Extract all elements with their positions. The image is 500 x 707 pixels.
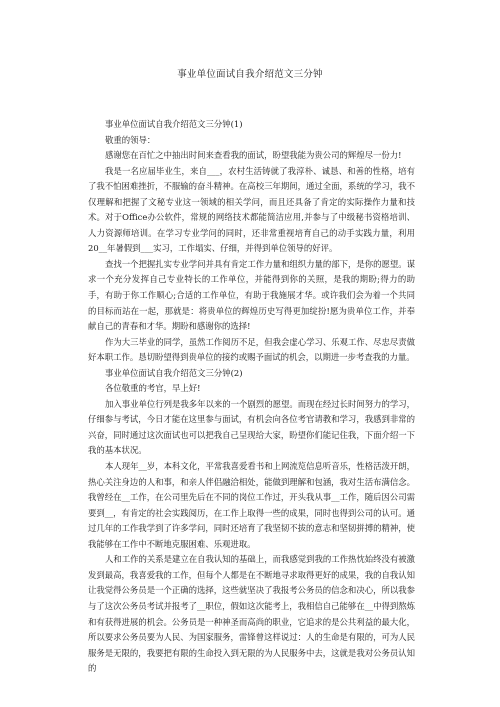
- document-body: [88, 117, 415, 677]
- paragraph-closing: 作为大三毕业的同学，虽然工作阅历不足，但我会虚心学习、乐观工作、尽忠尽责做好本职工作。恳切盼望得到贵单位的接约或赐予面试的机会，以期进一步考查我的力量。: [88, 336, 415, 363]
- document-title: 事业单位面试自我介绍范文三分钟: [177, 69, 323, 80]
- paragraph-salutation: 敬重的领导：: [105, 134, 156, 145]
- paragraph-heading-1: 事业单位面试自我介绍范文三分钟(1): [105, 119, 243, 129]
- paragraph-background: 我是一名应届毕业生，来自___，农村生活铸就了我淳朴、诚恳、和善的性格，培有了我不怕困难挫折，不服输的奋斗精神。在高校三年期间，通过全面，系统的学习，我不仅理解和把握了文秘专业这一领域的相关学问，而且还具备了肯定的实际操作力量和技术。对于Office办公软件，常规的网络技术都能简洁应用,并参与了中级秘书资格培训、人力资源师培训。在学习专业学问的同时，还非常重视培育自己的动手实践力量，利用20__年暑假到___实习，工作塌实、仔细，并得到单位领导的好评。: [88, 165, 415, 254]
- paragraph-motivation: 人和工作的关系是建立在自我认知的基础上，而我感觉到我的工作热忱始终没有被激发到最高，我喜爱我的工作，但每个人都是在不断地寻求取得更好的成果，我的自我认知让我觉得公务员是一个正确的选择，这些就坚决了我报考公务员的信念和决心，所以我参与了这次公务员考试并报考了__职位，假如这次能考上，我相信自己能够在__中得到熬炼和有获得进展的机会。公务员是一种神圣而高尚的职业，它追求的是公共利益的最大化，所以要求公务员要为人民、为国家服务，雷锋曾这样说过：人的生命是有限的，可为人民服务是无限的，我要把有限的生命投入到无限的为人民服务中去，这就是我对公务员认知的: [88, 554, 415, 674]
- paragraph-heading-2: 事业单位面试自我介绍范文三分钟(2): [105, 367, 243, 378]
- paragraph-goal: 查找一个把握扎实专业学问并具有肯定工作力量和组织力量的部下，是你的愿望。谋求一个充分发挥自己专业特长的工作单位，并能得到你的关照，是我的期盼;得力的助手，有助于你工作顺心;合适的工作单位，有助于我施展才华。或许我们会为着一个共同的目标而站在一起，那就是：将贵单位的辉煌历史写得更加绽扮!愿为贵单位工作，并奉献自己的青春和才华。期盼和感谢你的选择!: [88, 258, 415, 332]
- paragraph-greeting: 各位敬重的考官，早上好!: [105, 383, 201, 394]
- paragraph-intro: 加入事业单位行列是我多年以来的一个剧烈的愿望。而现在经过长时间努力的学习，仔细参与考试，今日才能在这里参与面试，有机会向各位考官请教和学习，我感到非常的兴奋，同时通过这次面试也可以把我自己呈现给大家，盼望你们能记住我，下面介绍一下我的基本状况。: [88, 398, 415, 456]
- paragraph-experience: 本人现年__岁，本科文化，平常我喜爱看书和上网流览信息听音乐，性格活泼开朗，热心关注身边的人和事，和亲人伴侣融洽相处，能做到理解和包涵，我对生活布满信念。我曾经在__工作，在公司里先后在不同的岗位工作过，开头我从事__工作，随后因公司需要到__，有肯定的社会实践阅历，在工作上取得一些的成果，同时也得到公司的认可。通过几年的工作我学到了许多学问，同时还培育了我坚韧不拔的意志和坚韧拼搏的精神，使我能够在工作中不断地克服困难、乐观进取。: [88, 461, 415, 549]
- paragraph-thanks: 感谢您在百忙之中抽出时间来查看我的面试，盼望我能为贵公司的辉煌尽一份力!: [105, 150, 402, 161]
